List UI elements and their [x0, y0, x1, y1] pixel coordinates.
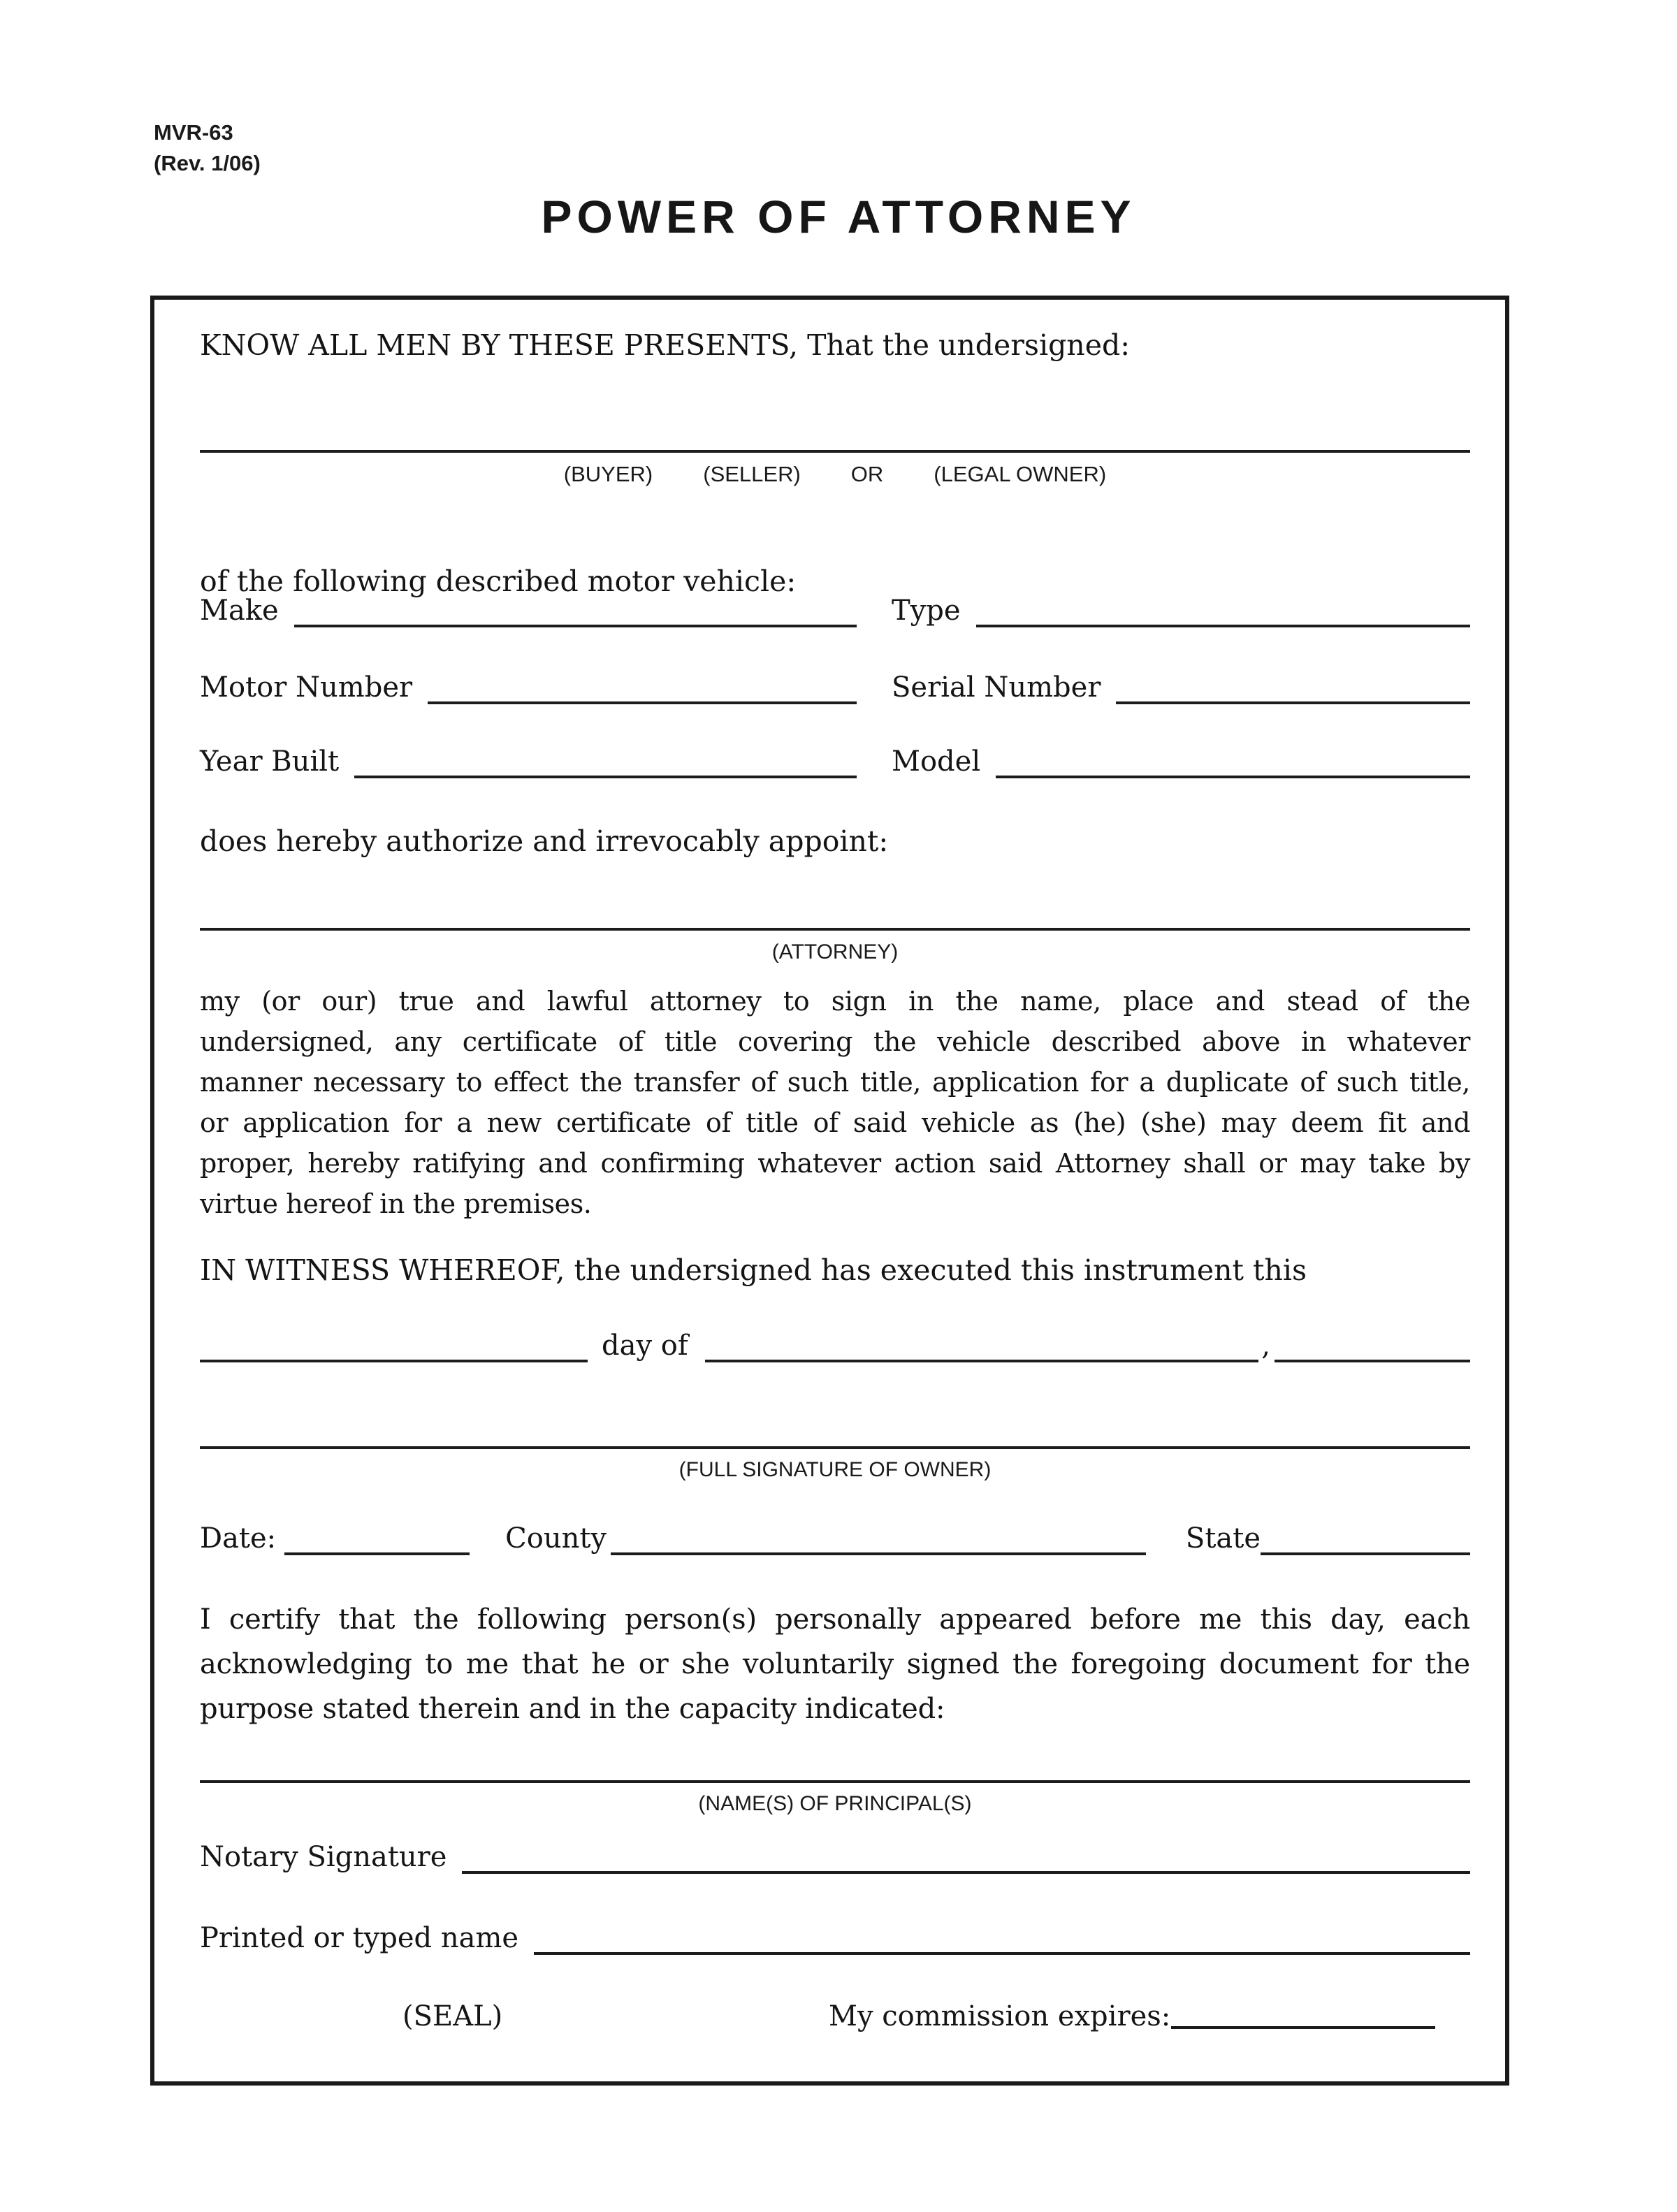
paragraph-line: virtue hereof in the premises. — [200, 1188, 592, 1219]
printed-name-label: Printed or typed name — [200, 1922, 519, 1954]
certification-paragraph — [200, 1603, 1470, 1738]
date-county-state-row — [200, 1516, 1470, 1555]
serial-number-field[interactable] — [1116, 701, 1470, 704]
form-number: MVR-63 — [154, 120, 233, 145]
appoint-statement: does hereby authorize and irrevocably appoint: — [200, 824, 889, 858]
year-field[interactable] — [1275, 1360, 1470, 1362]
form-revision: (Rev. 1/06) — [154, 151, 261, 175]
buyer-label: (BUYER) — [563, 462, 653, 486]
county-field[interactable] — [611, 1552, 1146, 1555]
undersigned-name-field[interactable] — [200, 450, 1470, 453]
seller-label: (SELLER) — [703, 462, 801, 486]
paragraph-line: or application for a new certificate of title of said vehicle as (he) (she) may deem fit and — [200, 1107, 1470, 1138]
or-label: OR — [850, 462, 884, 486]
paragraph-line: manner necessary to effect the transfer of such title, application for a duplicate of such title, — [200, 1067, 1470, 1098]
motor-number-field[interactable] — [428, 701, 857, 704]
seal-label: (SEAL) — [402, 2000, 503, 2032]
make-type-row — [200, 594, 1470, 627]
model-label: Model — [892, 745, 981, 778]
model-field[interactable] — [996, 776, 1470, 778]
paragraph-line: proper, hereby ratifying and confirming whatever action said Attorney shall or may take by — [200, 1148, 1470, 1179]
appointment-paragraph — [200, 986, 1470, 1229]
state-label: State — [1185, 1522, 1261, 1555]
paragraph-line: purpose stated therein and in the capacity indicated: — [200, 1693, 945, 1725]
role-labels-row — [200, 462, 1470, 487]
opening-statement: KNOW ALL MEN BY THESE PRESENTS, That the undersigned: — [200, 328, 1131, 362]
notary-signature-row — [200, 1835, 1470, 1874]
notary-signature-field[interactable] — [462, 1871, 1470, 1874]
commission-expires-field[interactable] — [1171, 2026, 1435, 2029]
paragraph-line: I certify that the following person(s) personally appeared before me this day, each — [200, 1603, 1470, 1636]
page-title: POWER OF ATTORNEY — [541, 191, 1136, 242]
paragraph-line: acknowledging to me that he or she voluntarily signed the foregoing document for the — [200, 1648, 1470, 1680]
principals-name-field[interactable] — [200, 1780, 1470, 1783]
principals-label: (NAME(S) OF PRINCIPAL(S) — [698, 1792, 972, 1815]
vehicle-intro: of the following described motor vehicle: — [200, 565, 797, 598]
date-field[interactable] — [284, 1552, 470, 1555]
date-label: Date: — [200, 1522, 277, 1555]
make-field[interactable] — [294, 625, 857, 627]
witness-statement: IN WITNESS WHEREOF, the undersigned has executed this instrument this — [200, 1253, 1307, 1287]
motor-number-label: Motor Number — [200, 671, 413, 704]
paragraph-line: my (or our) true and lawful attorney to sign in the name, place and stead of the — [200, 986, 1470, 1017]
type-field[interactable] — [976, 625, 1470, 627]
commission-expires-label: My commission expires: — [829, 2000, 1171, 2032]
owner-signature-field[interactable] — [200, 1446, 1470, 1449]
year-model-row — [200, 745, 1470, 778]
state-field[interactable] — [1261, 1552, 1470, 1555]
day-field[interactable] — [200, 1360, 588, 1362]
seal-commission-row — [200, 1994, 1470, 2033]
attorney-name-field[interactable] — [200, 928, 1470, 931]
paragraph-line: undersigned, any certificate of title covering the vehicle described above in whatever — [200, 1026, 1470, 1057]
comma-separator: , — [1261, 1330, 1270, 1362]
owner-signature-label: (FULL SIGNATURE OF OWNER) — [678, 1458, 992, 1481]
month-field[interactable] — [705, 1360, 1259, 1362]
printed-name-row — [200, 1916, 1470, 1955]
year-built-label: Year Built — [200, 745, 340, 778]
form-border-box — [150, 296, 1509, 2086]
printed-name-field[interactable] — [534, 1952, 1470, 1955]
motor-serial-row — [200, 671, 1470, 704]
make-label: Make — [200, 595, 279, 627]
notary-signature-label: Notary Signature — [200, 1841, 447, 1873]
type-label: Type — [892, 595, 961, 627]
attorney-label: (ATTORNEY) — [771, 940, 899, 963]
serial-number-label: Serial Number — [892, 671, 1101, 704]
execution-date-row — [200, 1323, 1470, 1362]
year-built-field[interactable] — [354, 776, 857, 778]
form-id-block — [154, 117, 261, 179]
day-of-label: day of — [602, 1330, 688, 1362]
legal-owner-label: (LEGAL OWNER) — [934, 462, 1107, 486]
county-label: County — [505, 1522, 607, 1555]
